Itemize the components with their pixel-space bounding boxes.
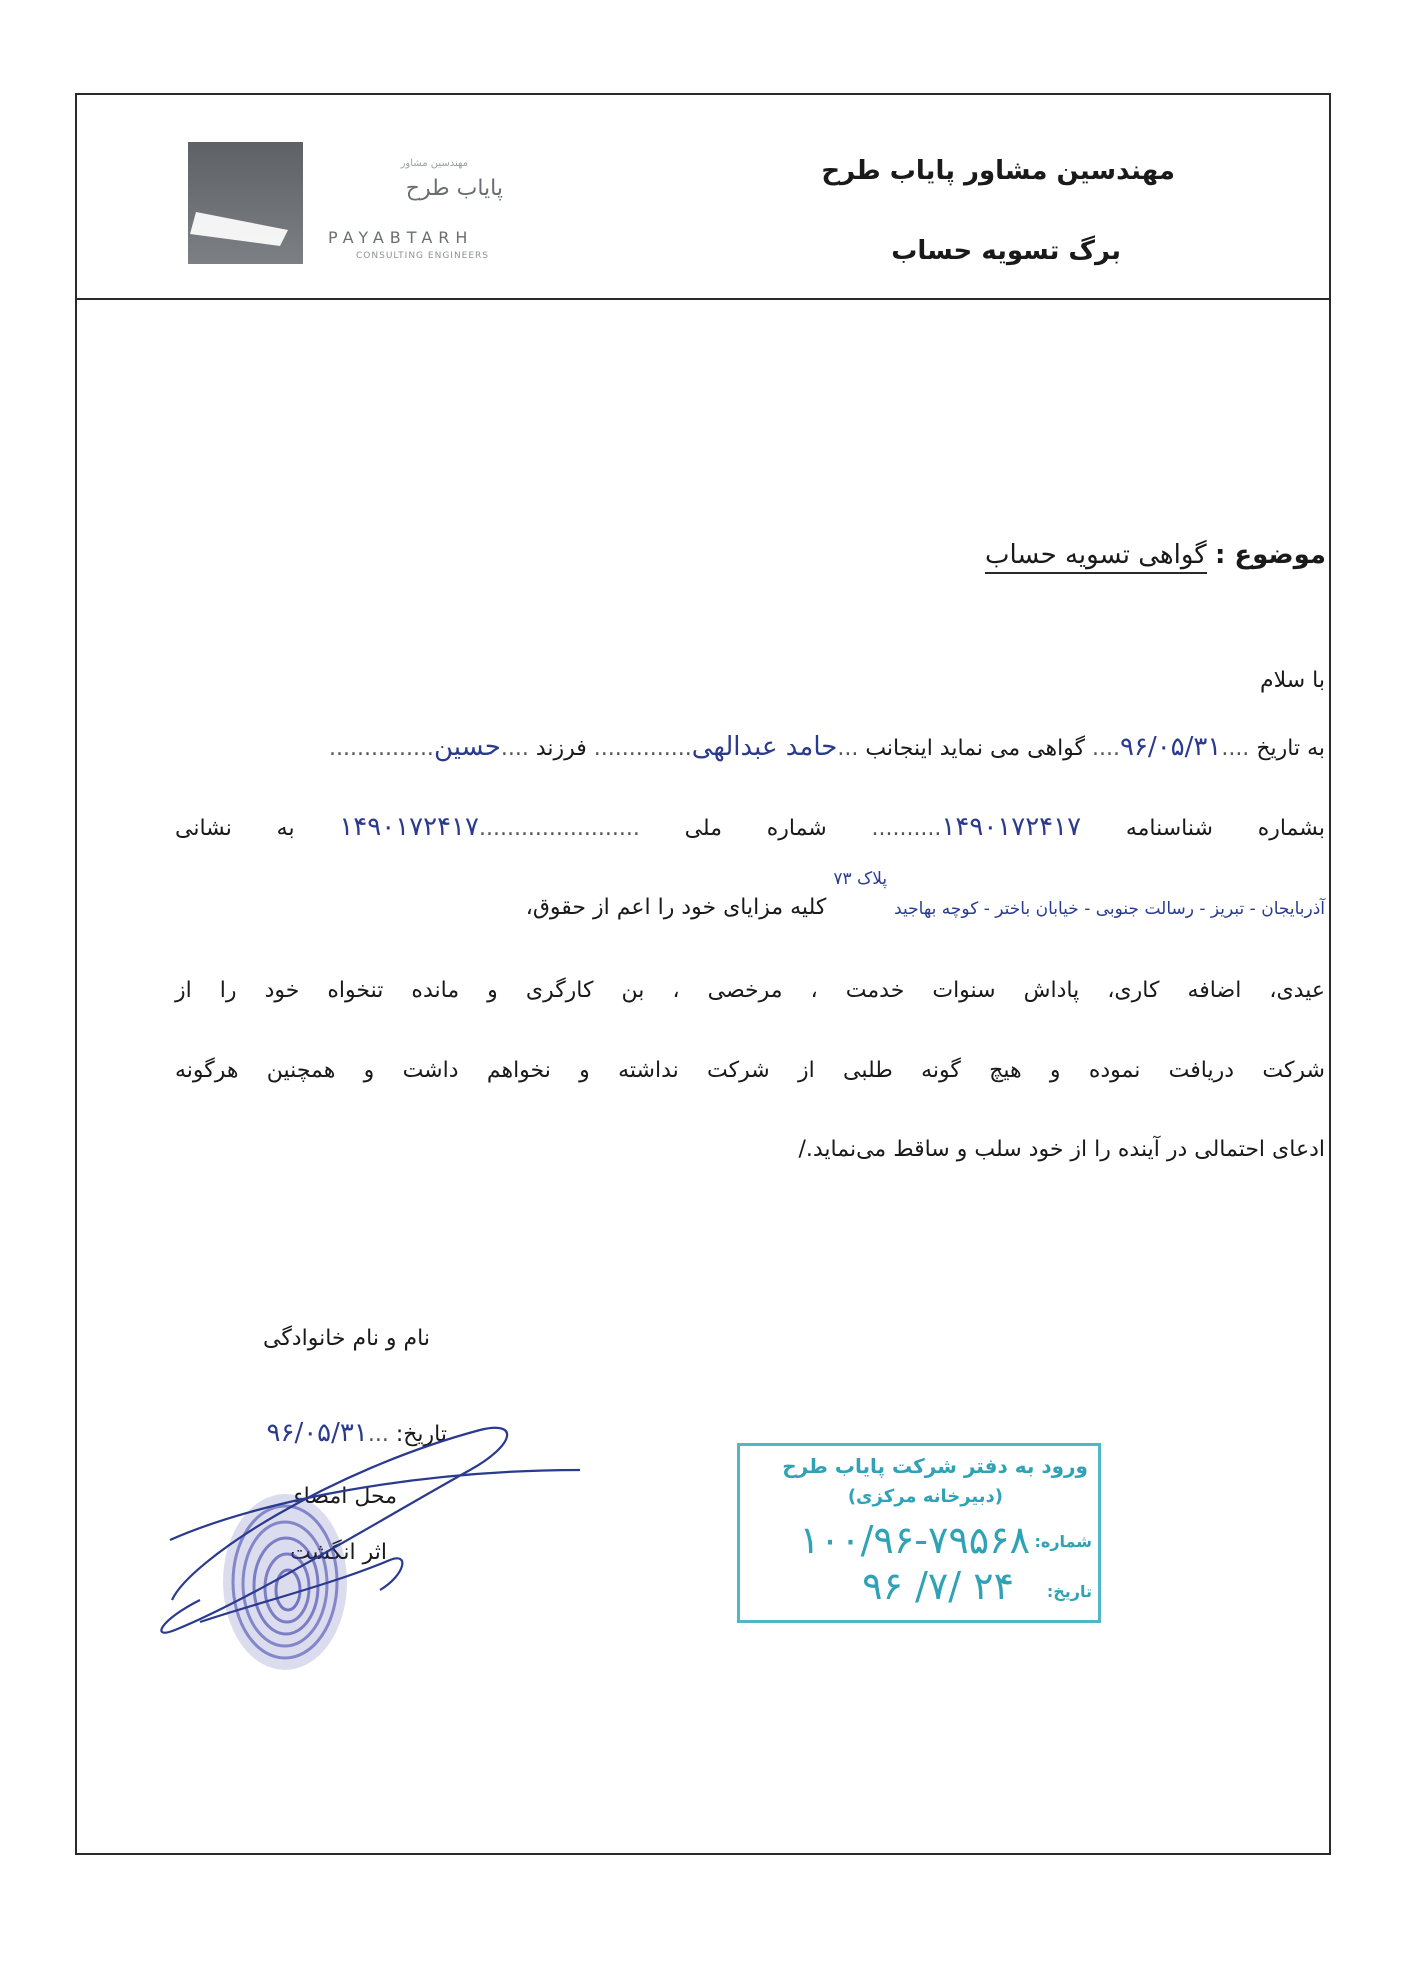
line2-text-national: شماره ملی (684, 816, 827, 841)
logo-en-name: PAYABTARH (328, 228, 474, 247)
line1-text-certify: گواهی می نماید اینجانب (865, 736, 1086, 761)
stamp-number-label: شماره: (1034, 1532, 1092, 1551)
handwritten-id-number: ۱۴۹۰۱۷۲۴۱۷ (941, 812, 1082, 842)
subject-value: گواهی تسویه حساب (985, 540, 1207, 574)
body-line-3 (525, 869, 1325, 920)
handwritten-father-name: حسین (433, 732, 501, 762)
form-title: برگ تسویه حساب (891, 236, 1121, 266)
company-name: مهندسین مشاور پایاب طرح (821, 156, 1175, 186)
header-divider (75, 298, 1331, 300)
handwritten-national-id: ۱۴۹۰۱۷۲۴۱۷ (339, 812, 479, 842)
company-logo (188, 142, 548, 272)
line3-text-benefits: کلیه مزایای خود را اعم از حقوق، (525, 895, 827, 920)
signature-date: تاریخ: ...۹۶/۰۵/۳۱ (266, 1418, 447, 1448)
date-label: تاریخ: (395, 1422, 447, 1447)
body-line-2: بشماره شناسنامه ۱۴۹۰۱۷۲۴۱۷.......... شماره ملی .......................۱۴۹۰۱۷۲۴۱۷ به نشانی (175, 812, 1326, 842)
fingerprint-place-label: اثر انگشت (290, 1540, 387, 1565)
handwritten-address: آذربایجان - تبریز - رسالت جنوبی - خیابان باختر - کوچه بهاجید (894, 899, 1325, 919)
stamp-date: ۹۶ /۷/ ۲۴ (862, 1564, 1014, 1608)
logo-fa-name: پایاب طرح (405, 176, 503, 201)
handwritten-plate: پلاک ۷۳ (833, 869, 888, 889)
line2-text-id: بشماره شناسنامه (1125, 816, 1326, 841)
greeting: با سلام (1259, 668, 1325, 693)
body-line-4: عیدی، اضافه کاری، پاداش سنوات خدمت ، مرخصی ، بن کارگری و مانده تنخواه خود را از (175, 978, 1325, 1003)
stamp-date-label: تاریخ: (1046, 1582, 1092, 1601)
signature-place-label: محل امضاء (293, 1484, 397, 1509)
handwritten-name: حامد عبدالهی (691, 732, 838, 762)
line2-text-address: به نشانی (175, 816, 295, 841)
line1-text-date: به تاریخ (1256, 736, 1325, 761)
handwritten-date: ۹۶/۰۵/۳۱ (1120, 732, 1222, 762)
body-line-1: به تاریخ ....۹۶/۰۵/۳۱.... گواهی می نماید اینجانب ...حامد عبدالهی.............. فرزند ....حسین............... (329, 732, 1325, 762)
stamp-title: ورود به دفتر شرکت پایاب طرح (782, 1454, 1088, 1478)
name-label: نام و نام خانوادگی (262, 1326, 430, 1351)
subject-label: موضوع : (1214, 540, 1326, 570)
body-line-5: شرکت دریافت نموده و هیچ گونه طلبی از شرکت نداشته و نخواهم داشت و همچنین هرگونه (175, 1058, 1325, 1083)
line1-text-child: فرزند (535, 736, 587, 761)
logo-mark (188, 142, 303, 264)
receipt-stamp (737, 1443, 1101, 1623)
page-border (75, 93, 1331, 1855)
body-line-6: ادعای احتمالی در آینده را از خود سلب و ساقط می‌نماید./ (798, 1137, 1325, 1162)
stamp-subtitle: (دبیرخانه مرکزی) (847, 1486, 1003, 1507)
stamp-number: ۱۰۰/۹۶-۷۹۵۶۸ (799, 1518, 1030, 1562)
subject-line (985, 540, 1326, 570)
logo-fa-subtitle: مهندسین مشاور (400, 158, 468, 169)
logo-en-subtitle: CONSULTING ENGINEERS (356, 251, 490, 261)
handwritten-signature-date: ۹۶/۰۵/۳۱ (266, 1418, 368, 1448)
